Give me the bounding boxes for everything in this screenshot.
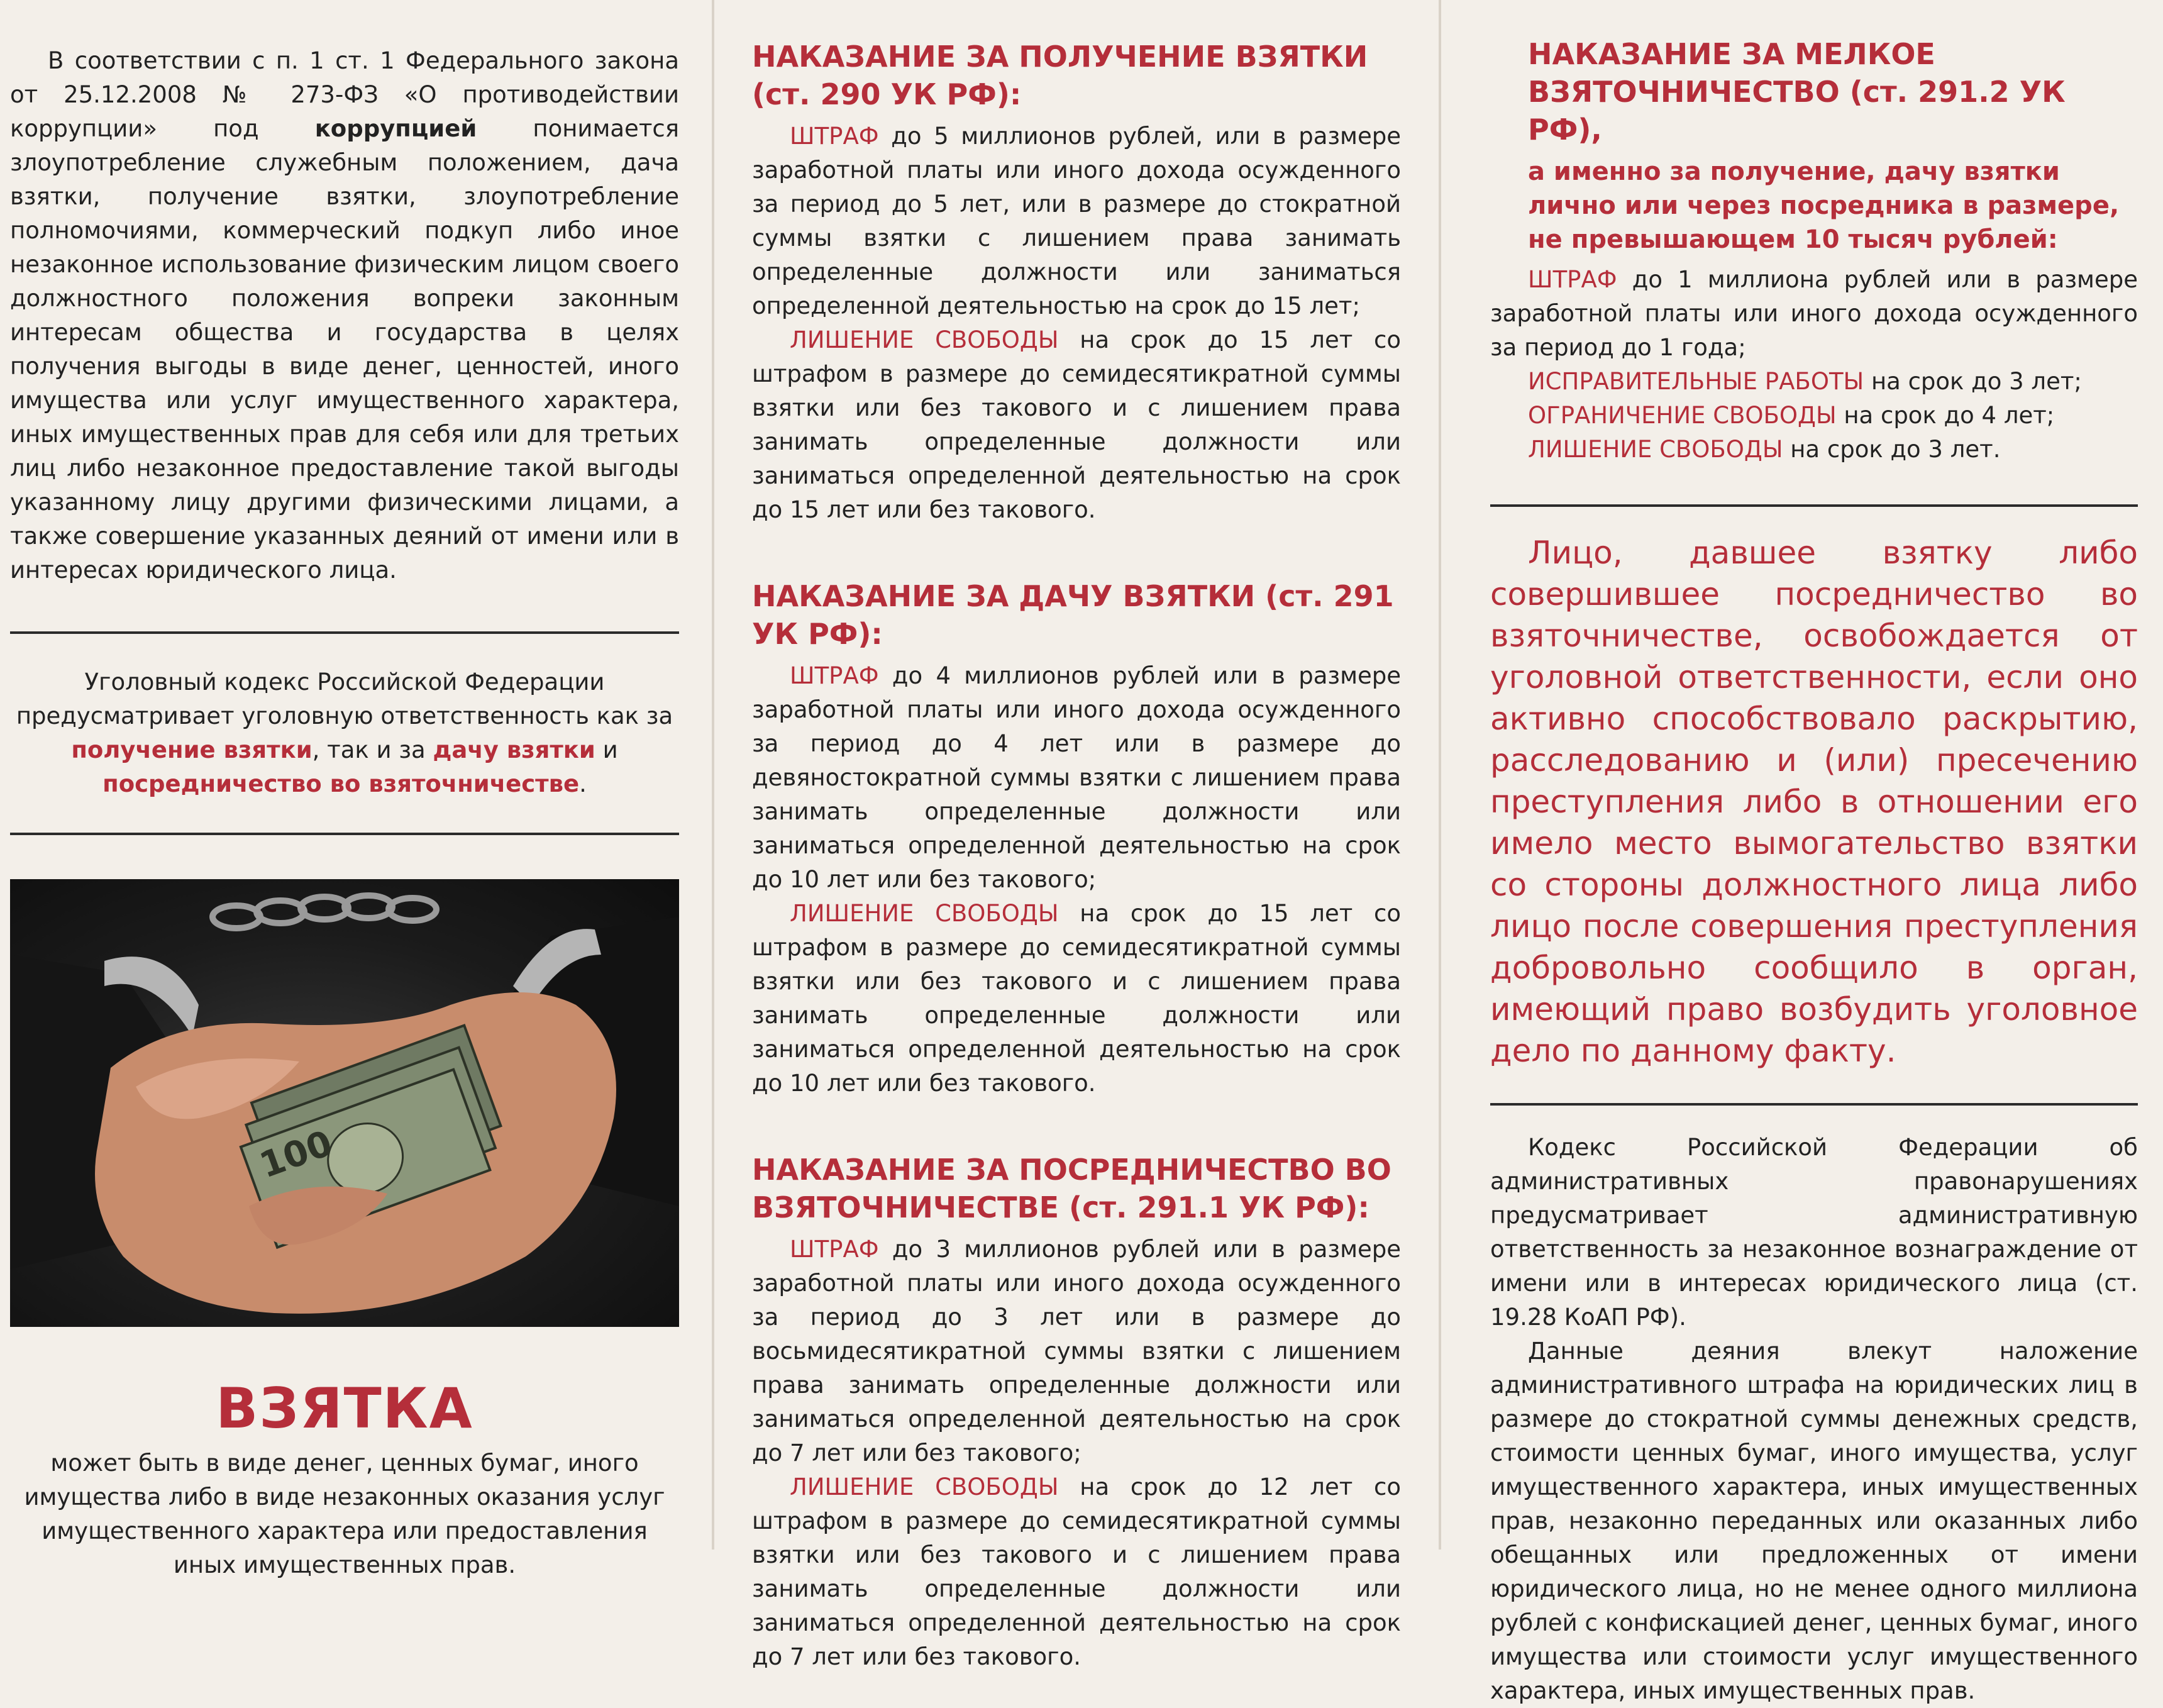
section-title: НАКАЗАНИЕ ЗА МЕЛКОЕ ВЗЯТОЧНИЧЕСТВО (ст. 291.2 УК РФ), [1528,37,2066,147]
handcuffed-hands-money-photo [10,879,679,1327]
prison-label: ЛИШЕНИЕ СВОБОДЫ [790,900,1059,927]
section-subtitle: а именно за получение, дачу взятки лично или через посредника в размере, не превышающем 10 тысяч рублей: [1528,157,2120,254]
bribe-title: ВЗЯТКА [216,1376,473,1441]
column-left [0,0,704,1578]
bribe-definition: может быть в виде денег, ценных бумаг, иного имущества либо в виде незаконных оказания услуг имущественного характера или предоставления иных имущественных прав. [24,1450,665,1578]
fine-label: ШТРАФ [1528,266,1617,293]
fine-paragraph: ШТРАФ до 5 миллионов рублей, или в размере заработной платы или иного дохода осужденного за период до 5 лет, или в размере до стократной суммы взятки с лишением права занимать определенные должности или заниматься определенной деятельностью на срок до 15 лет; [752,123,1401,319]
prison-paragraph: ЛИШЕНИЕ СВОБОДЫ на срок до 3 лет. [1528,436,2001,463]
section-mediation [752,1151,1401,1674]
restriction-label: ОГРАНИЧЕНИЕ СВОБОДЫ [1528,402,1837,429]
section-petty-bribery [1490,35,2138,257]
term-receiving-bribe: получение взятки [71,736,313,763]
restriction-paragraph: ОГРАНИЧЕНИЕ СВОБОДЫ на срок до 4 лет; [1528,402,2055,429]
prison-paragraph: ЛИШЕНИЕ СВОБОДЫ на срок до 15 лет со штрафом в размере до семидесятикратной суммы взятки или без такового и с лишением права занимать определенные должности или заниматься определенной деятельностью на срок до 15 лет или без такового. [752,326,1402,523]
prison-paragraph: ЛИШЕНИЕ СВОБОДЫ на срок до 15 лет со штрафом в размере до семидесятикратной суммы взятки или без такового и с лишением права занимать определенные должности или заниматься определенной деятельностью на срок до 10 лет или без такового. [752,900,1402,1097]
prison-label: ЛИШЕНИЕ СВОБОДЫ [1528,436,1783,463]
fine-label: ШТРАФ [790,1236,879,1263]
banknote-denomination: 100 [254,1123,338,1187]
term-giving-bribe: дачу взятки [433,736,595,763]
fine-label: ШТРАФ [790,662,879,689]
column-right [1446,0,2163,1704]
corrective-labor-label: ИСПРАВИТЕЛЬНЫЕ РАБОТЫ [1528,368,1864,395]
fine-paragraph: ШТРАФ до 1 миллиона рублей или в размере заработной платы или иного дохода осужденного за период до 1 года; [1490,266,2138,361]
fine-label: ШТРАФ [790,123,879,150]
koap-penalty-paragraph: Данные деяния влекут наложение административного штрафа на юридических лиц в размере до стократной суммы денежных средств, стоимости ценных бумаг, иного имущества, услуг имущественного характера, иных имущественных прав, незаконно переданных или оказанных либо обещанных или предложенных от имени юридического лица, но не менее одного миллиона рублей с конфискацией денег, ценных бумаг, иного имущества или стоимости услуг имущественного характера, иных имущественных прав. [1490,1338,2138,1704]
prison-label: ЛИШЕНИЕ СВОБОДЫ [790,326,1059,353]
koap-paragraph: Кодекс Российской Федерации об административных правонарушениях предусматривает административную ответственность за незаконное вознаграждение от имени или в интересах юридического лица (ст. 19.28 КоАП РФ). [1490,1134,2138,1331]
fine-paragraph: ШТРАФ до 3 миллионов рублей или в размере заработной платы или иного дохода осужденного за период до 3 лет или в размере до восьмидесятикратной суммы взятки с лишением права занимать определенные должности или заниматься определенной деятельностью на срок до 7 лет или без такового; [752,1236,1401,1467]
divider [10,631,679,634]
criminal-code-note: Уголовный кодекс Российской Федерации предусматривает уголовную ответственность как за получение взятки, так и за дачу взятки и посредничество во взяточничестве. [16,668,673,797]
column-middle [712,0,1441,1670]
exemption-note: Лицо, давшее взятку либо совершившее посредничество во взяточничестве, освобождается от уголовной ответственности, если оно активно способствовало раскрытию, расследованию и (или) пресечению преступления либо в отношении его имело место вымогательство взятки со стороны должностного лица либо лицо после совершения преступления добровольно сообщило в орган, имеющий право возбудить уголовное дело по данному факту. [1490,535,2138,1069]
divider [1490,1103,2138,1106]
fine-paragraph: ШТРАФ до 4 миллионов рублей или в размере заработной платы или иного дохода осужденного за период до 4 лет или в размере до девяностократной суммы взятки с лишением права занимать определенные должности или заниматься определенной деятельностью на срок до 10 лет или без такового; [752,662,1401,893]
section-giving-bribe [752,577,1401,1101]
term-mediation: посредничество во взяточничестве [102,770,580,797]
corruption-definition: В соответствии с п. 1 ст. 1 Федерального закона от 25.12.2008 № 273-ФЗ «О противодействии коррупции» под коррупцией понимается злоупотребление служебным положением, дача взятки, получение взятки, злоупотребление полномочиями, коммерческий подкуп либо иное незаконное использование физическим лицом своего должностного положения вопреки законным интересам общества и государства в целях получения выгоды в виде денег, ценностей, иного имущества или услуг имущественного характера, иных имущественных прав для себя или для третьих лиц либо незаконное предоставление такой выгоды указанному лицу другими физическими лицами, а также совершение указанных деяний от имени или в интересах юридического лица. [10,47,679,584]
prison-paragraph: ЛИШЕНИЕ СВОБОДЫ на срок до 12 лет со штрафом в размере до семидесятикратной суммы взятки или без такового и с лишением права занимать определенные должности или заниматься определенной деятельностью на срок до 7 лет или без такового. [752,1473,1402,1670]
section-title: НАКАЗАНИЕ ЗА ПОЛУЧЕНИЕ ВЗЯТКИ (ст. 290 УК РФ): [752,40,1368,111]
prison-label: ЛИШЕНИЕ СВОБОДЫ [790,1473,1059,1500]
section-title: НАКАЗАНИЕ ЗА ДАЧУ ВЗЯТКИ (ст. 291 УК РФ): [752,579,1394,651]
section-receiving-bribe [752,38,1401,527]
divider [10,833,679,835]
photo-illustration [10,879,679,1327]
section-title: НАКАЗАНИЕ ЗА ПОСРЕДНИЧЕСТВО ВО ВЗЯТОЧНИЧЕСТВЕ (ст. 291.1 УК РФ): [752,1153,1391,1224]
corrective-labor-paragraph: ИСПРАВИТЕЛЬНЫЕ РАБОТЫ на срок до 3 лет; [1528,368,2082,395]
corruption-term: коррупцией [314,115,477,142]
divider [1490,504,2138,507]
